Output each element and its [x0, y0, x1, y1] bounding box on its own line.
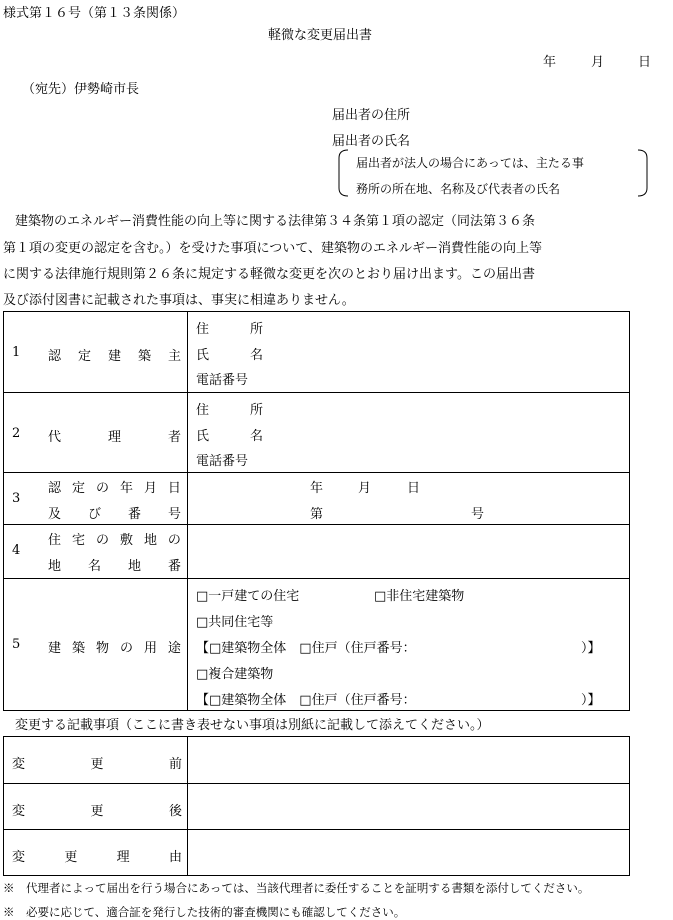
body-line-2: 第１項の変更の認定を含む。）を受けた事項について、建築物のエネルギー消費性能の向上等 [3, 241, 542, 256]
change-heading: 変更する記載事項（ここに書き表せない事項は別紙に記載して添えてください。） [15, 718, 490, 733]
date-year: 年 [543, 55, 557, 70]
table-row-site [4, 524, 629, 579]
change-row-before [4, 737, 629, 783]
change-label-before: 変 更 前 [12, 757, 182, 772]
field-address[interactable]: 住 所 [196, 403, 263, 418]
table-row-usage [4, 578, 629, 711]
mixed-scope-end: ）】 [581, 693, 601, 708]
checkbox-detached-house[interactable]: □一戸建ての住宅 [196, 589, 300, 604]
table-row-agent [4, 392, 629, 473]
cert-number-suffix: 号 [471, 507, 485, 522]
row-label-agent: 代 理 者 [48, 430, 181, 445]
change-table [3, 736, 630, 876]
table-row-certification [4, 472, 629, 525]
applicant-name-label: 届出者の氏名 [332, 134, 411, 149]
field-name[interactable]: 氏 名 [196, 429, 263, 444]
note-2: ※ 必要に応じて、適合証を発行した技術的審査機関にも確認してください。 [3, 905, 406, 919]
row-number: 2 [12, 426, 21, 441]
applicant-address-label: 届出者の住所 [332, 108, 411, 123]
body-line-4: 及び添付図書に記載された事項は、事実に相違ありません。 [3, 293, 355, 308]
field-phone[interactable]: 電話番号 [196, 373, 249, 388]
collective-scope-options[interactable]: 【□建築物全体 □住戸（住戸番号： [196, 641, 416, 656]
date-day: 日 [638, 55, 652, 70]
row-label-site-line1: 住 宅 の 敷 地 の [48, 533, 181, 548]
row-number: 5 [12, 637, 21, 652]
mixed-scope-options[interactable]: 【□建築物全体 □住戸（住戸番号： [196, 693, 416, 708]
collective-scope-end: ）】 [581, 641, 601, 656]
row-number: 4 [12, 543, 21, 558]
checkbox-collective-housing[interactable]: □共同住宅等 [196, 615, 274, 630]
cert-year: 年 [310, 481, 324, 496]
applicant-note-line1: 届出者が法人の場合にあっては、主たる事 [356, 156, 584, 170]
row-number: 3 [12, 491, 21, 506]
main-table [3, 311, 630, 711]
change-row-after [4, 783, 629, 830]
form-number: 様式第１６号（第１３条関係） [3, 6, 186, 21]
date-month: 月 [591, 55, 605, 70]
row-label-cert-line2: 及 び 番 号 [48, 507, 181, 522]
row-number: 1 [12, 345, 21, 360]
change-row-reason [4, 829, 629, 876]
row-label-cert-line1: 認 定 の 年 月 日 [48, 481, 181, 496]
page-title: 軽微な変更届出書 [268, 28, 373, 43]
addressee: （宛先）伊勢崎市長 [22, 82, 140, 97]
body-line-3: に関する法律施行規則第２６条に規定する軽微な変更を次のとおり届け出ます。この届出書 [3, 267, 535, 282]
row-label-site-line2: 地 名 地 番 [48, 559, 181, 574]
row-label-usage: 建 築 物 の 用 途 [48, 641, 181, 656]
applicant-note-line2: 務所の所在地、名称及び代表者の氏名 [356, 182, 561, 196]
cert-number-prefix: 第 [310, 507, 324, 522]
row-label-applicant: 認 定 建 築 主 [48, 349, 181, 364]
field-name[interactable]: 氏 名 [196, 348, 263, 363]
cert-month: 月 [358, 481, 372, 496]
field-phone[interactable]: 電話番号 [196, 454, 249, 469]
field-address[interactable]: 住 所 [196, 322, 263, 337]
change-label-reason: 変 更 理 由 [12, 850, 182, 865]
cert-day: 日 [407, 481, 421, 496]
note-1: ※ 代理者によって届出を行う場合にあっては、当該代理者に委任することを証明する書類を添付してください。 [3, 881, 590, 895]
body-line-1: 建築物のエネルギー消費性能の向上等に関する法律第３４条第１項の認定（同法第３６条 [15, 214, 536, 229]
checkbox-non-residential[interactable]: □非住宅建築物 [374, 589, 465, 604]
table-row-applicant [4, 312, 629, 392]
change-label-after: 変 更 後 [12, 804, 182, 819]
checkbox-mixed-building[interactable]: □複合建築物 [196, 667, 274, 682]
